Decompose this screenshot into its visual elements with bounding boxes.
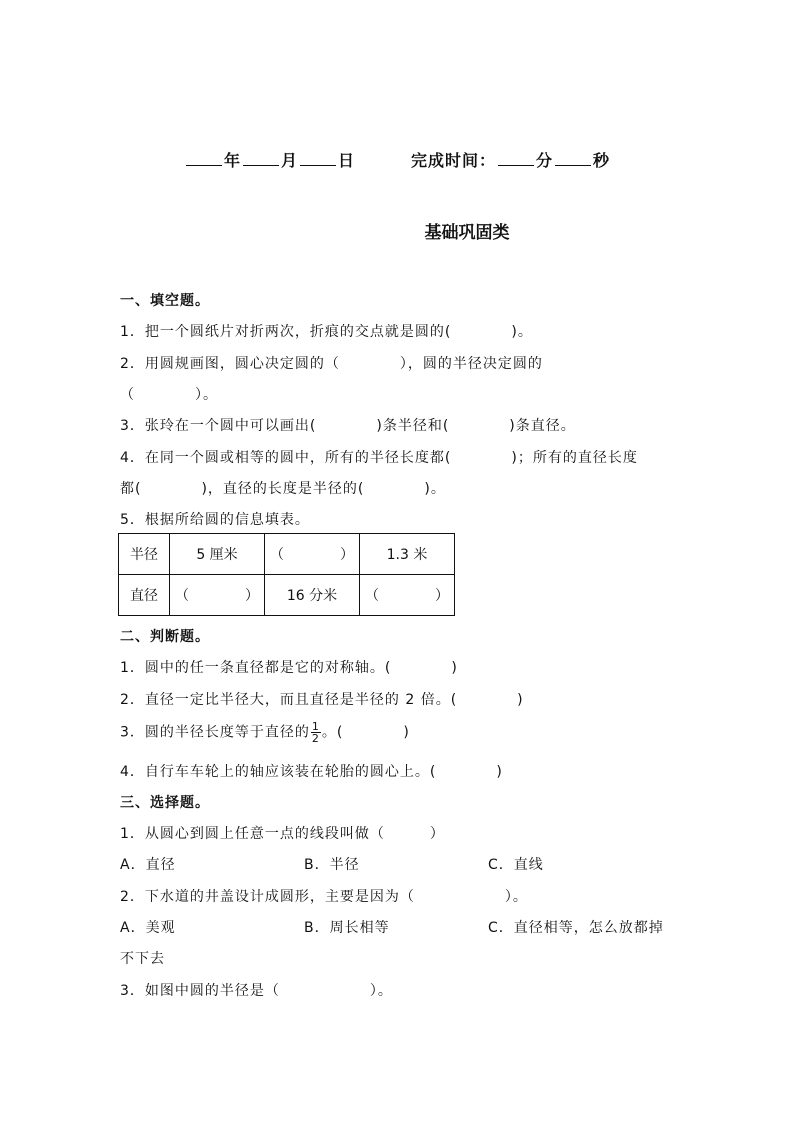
s2-question-2: 2．直径一定比半径大，而且直径是半径的 2 倍。( ) [120, 692, 524, 708]
table-cell-answer[interactable]: （ ） [265, 534, 360, 575]
s1-question-2a: 2．用圆规画图，圆心决定圆的（ ），圆的半径决定圆的 [120, 356, 543, 372]
table-cell-answer[interactable]: （ ） [170, 575, 265, 616]
s3-q2-option-b[interactable]: B．周长相等 [304, 920, 390, 936]
s1-question-4a: 4．在同一个圆或相等的圆中，所有的半径长度都( )；所有的直径长度 [120, 450, 638, 466]
s2-question-3-end: 。( ) [321, 724, 410, 741]
month-label: 月 [280, 151, 298, 170]
s1-question-1: 1．把一个圆纸片对折两次，折痕的交点就是圆的( )。 [120, 324, 533, 340]
table-cell: 半径 [119, 534, 170, 575]
table-cell: 16 分米 [265, 575, 360, 616]
s2-question-4: 4．自行车车轮上的轴应该装在轮胎的圆心上。( ) [120, 764, 503, 780]
day-label: 日 [337, 151, 355, 170]
day-blank[interactable] [300, 151, 336, 166]
table-cell: 直径 [119, 575, 170, 616]
s1-question-2b: （ ）。 [120, 387, 218, 403]
minute-blank[interactable] [498, 151, 534, 166]
fraction-denominator: 2 [311, 732, 320, 745]
table-cell: 5 厘米 [170, 534, 265, 575]
s2-question-3 [120, 721, 410, 744]
year-blank[interactable] [186, 151, 222, 166]
page-subtitle: 基础巩固类 [424, 223, 510, 243]
s1-question-5: 5．根据所给圆的信息填表。 [120, 512, 310, 528]
fraction-numerator: 1 [311, 720, 320, 733]
s3-q2-option-a[interactable]: A．美观 [120, 920, 176, 936]
section2-title: 二、判断题。 [120, 629, 210, 645]
date-time-header [0, 148, 794, 171]
s3-q1-option-a[interactable]: A．直径 [120, 857, 176, 873]
minute-label: 分 [536, 151, 554, 170]
second-label: 秒 [593, 151, 611, 170]
s1-question-3: 3．张玲在一个圆中可以画出( )条半径和( )条直径。 [120, 418, 576, 434]
section3-title: 三、选择题。 [120, 795, 210, 811]
month-blank[interactable] [243, 151, 279, 166]
s3-question-1: 1．从圆心到圆上任意一点的线段叫做（ ） [120, 826, 445, 842]
time-label: 完成时间： [411, 151, 497, 170]
table-cell-answer[interactable]: （ ） [360, 575, 455, 616]
s3-q2-option-c-cont: 不下去 [120, 951, 165, 967]
s3-q1-option-c[interactable]: C．直线 [488, 857, 544, 873]
s3-question-3: 3．如图中圆的半径是（ ）。 [120, 983, 393, 999]
section1-title: 一、填空题。 [120, 293, 210, 309]
table-cell: 1.3 米 [360, 534, 455, 575]
circle-info-table [118, 533, 455, 616]
s3-q2-option-c[interactable]: C．直径相等，怎么放都掉 [488, 920, 664, 936]
s1-question-4b: 都( )，直径的长度是半径的( )。 [120, 481, 446, 497]
s2-question-1: 1．圆中的任一条直径都是它的对称轴。( ) [120, 660, 458, 676]
year-label: 年 [223, 151, 241, 170]
second-blank[interactable] [555, 151, 591, 166]
s3-q1-option-b[interactable]: B．半径 [304, 857, 360, 873]
fraction-one-half [311, 721, 321, 744]
s2-question-3-text: 3．圆的半径长度等于直径的 [120, 724, 310, 741]
table-row [119, 575, 455, 616]
s3-question-2: 2．下水道的井盖设计成圆形，主要是因为（ ）。 [120, 889, 528, 905]
table-row [119, 534, 455, 575]
